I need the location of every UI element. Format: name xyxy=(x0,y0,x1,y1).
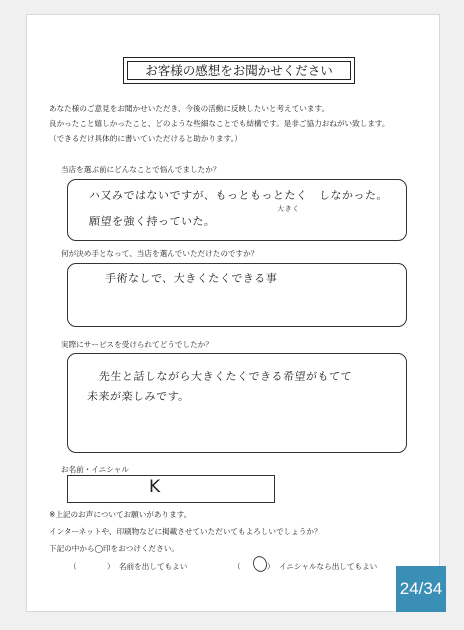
survey-sheet xyxy=(26,14,440,612)
form-title: お客様の感想をお聞かせください xyxy=(145,63,333,78)
name-label: お名前・イニシャル xyxy=(61,465,129,474)
choice-2-paren-close: ） xyxy=(267,562,275,571)
page-counter-badge: 24/34 xyxy=(396,566,446,612)
answer-1-line-2: 願望を強く持っていた。 xyxy=(88,215,216,228)
name-value: K xyxy=(149,477,161,497)
question-2-label: 何が決め手となって、当店を選んでいただけたのですか？ xyxy=(61,249,259,258)
answer-1-insertion: 大きく xyxy=(276,205,300,213)
name-box xyxy=(67,475,275,503)
intro-line-3: （できるだけ具体的に書いていただけると助かります。） xyxy=(49,134,243,143)
intro-line-1: あなた様のご意見をお聞かせいただき、今後の活動に反映したいと考えています。 xyxy=(49,104,330,113)
answer-2-line-1: 手術なしで、大きくたくできる事 xyxy=(104,272,278,285)
choice-1-paren-open: （ xyxy=(69,562,77,571)
answer-3-line-2: 未来が楽しみです。 xyxy=(86,390,191,403)
note-line-1: ※上記のお声についてお願いがあります。 xyxy=(49,510,192,519)
choice-2-paren-open: （ xyxy=(233,562,241,571)
intro-line-2: 良かったこと嬉しかったこと、どのような些細なことでも結構です。是非ご協力おねがい致します。 xyxy=(49,119,390,128)
choice-1-paren-close: ） xyxy=(107,562,115,571)
question-1-label: 当店を選ぶ前にどんなことで悩んでましたか？ xyxy=(61,165,221,174)
note-line-2: インターネットや、印刷物などに掲載させていただいてもよろしいでしょうか？ xyxy=(49,527,322,536)
answer-1-line-1: ハ又みではないですが、もっともっとたく しなかった。 xyxy=(88,189,389,202)
choice-2-label: イニシャルなら出してもよい xyxy=(279,562,378,571)
note-line-3: 下記の中から◯印をおつけください。 xyxy=(49,544,179,553)
choice-1-label: 名前を出してもよい xyxy=(119,562,188,571)
answer-3-line-1: 先生と話しながら大きくたくできる希望がもてて xyxy=(98,370,353,383)
question-3-label: 実際にサービスを受けられてどうでしたか？ xyxy=(61,340,213,349)
